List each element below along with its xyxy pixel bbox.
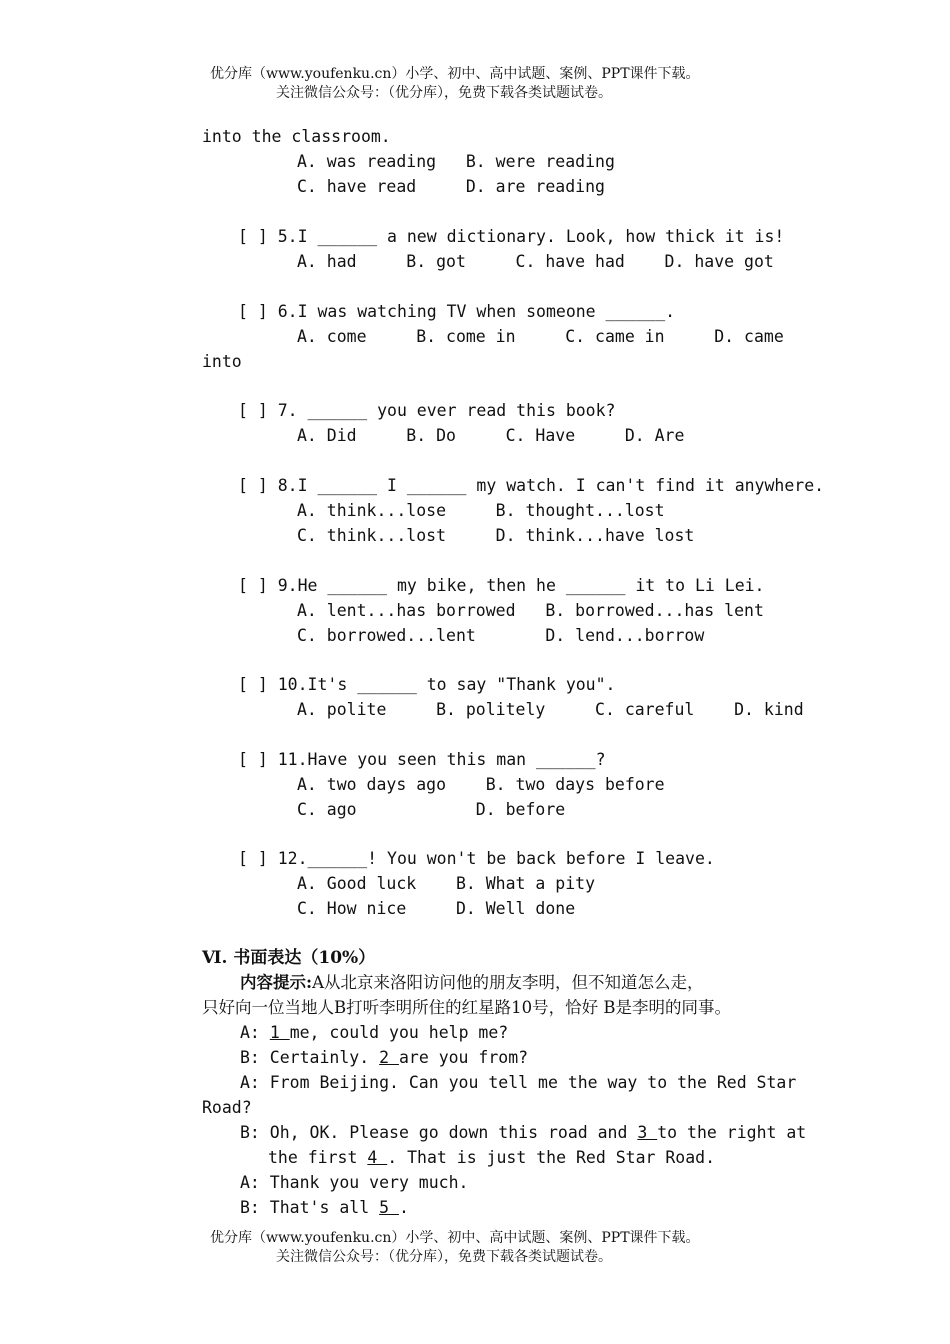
dialogue-line-7: B: That's all 5 .	[240, 1198, 409, 1217]
dialogue-line-6: A: Thank you very much.	[240, 1173, 469, 1192]
blank-4: 4	[367, 1148, 388, 1167]
q9-options-row1: A. lent...has borrowed B. borrowed...has lent	[297, 601, 764, 620]
dialogue-line-3: A: From Beijing. Can you tell me the way to the Red Star	[240, 1073, 797, 1092]
section-6-hint	[240, 973, 704, 993]
header-line-1: 优分库（www.youfenku.cn）小学、初中、高中试题、案例、PPT课件下载。	[210, 66, 700, 82]
blank-3: 3	[637, 1123, 658, 1142]
dialogue-line-1: A: 1 me, could you help me?	[240, 1023, 509, 1042]
q7-stem: [ ] 7. ______ you ever read this book?	[238, 401, 616, 420]
q9-options-row2: C. borrowed...lent D. lend...borrow	[297, 626, 705, 645]
q4-options-row1: A. was reading B. were reading	[297, 152, 615, 171]
q12-stem: [ ] 12.______! You won't be back before I leave.	[238, 849, 715, 868]
q11-options-row1: A. two days ago B. two days before	[297, 775, 665, 794]
q4-options-row2: C. have read D. are reading	[297, 177, 605, 196]
footer-line-2: 关注微信公众号：（优分库），免费下载各类试题试卷。	[276, 1249, 612, 1265]
q8-options-row1: A. think...lose B. thought...lost	[297, 501, 665, 520]
q5-stem: [ ] 5.I ______ a new dictionary. Look, how thick it is!	[238, 227, 785, 246]
blank-1: 1	[269, 1023, 290, 1042]
section-6-title: Ⅵ. 书面表达（10%）	[202, 948, 376, 968]
q10-options: A. polite B. politely C. careful D. kind	[297, 700, 804, 719]
header-line-2: 关注微信公众号：（优分库），免费下载各类试题试卷。	[276, 85, 612, 101]
q8-stem: [ ] 8.I ______ I ______ my watch. I can't find it anywhere.	[238, 476, 825, 495]
q11-stem: [ ] 11.Have you seen this man ______?	[238, 750, 606, 769]
dialogue-line-2: B: Certainly. 2 are you from?	[240, 1048, 529, 1067]
q7-options: A. Did B. Do C. Have D. Are	[297, 426, 685, 445]
blank-2: 2	[379, 1048, 399, 1067]
q6-options: A. come B. come in C. came in D. came	[297, 327, 784, 346]
q12-options-row2: C. How nice D. Well done	[297, 899, 576, 918]
dialogue-line-4: B: Oh, OK. Please go down this road and 3 to the right at	[240, 1123, 807, 1142]
q12-options-row1: A. Good luck B. What a pity	[297, 874, 596, 893]
dialogue-line-5: the first 4 . That is just the Red Star Road.	[268, 1148, 716, 1167]
q10-stem: [ ] 10.It's ______ to say "Thank you".	[238, 675, 616, 694]
section-6-hint-line2: 只好向一位当地人B打听李明所住的红星路10号，恰好 B是李明的同事。	[202, 998, 731, 1017]
q11-options-row2: C. ago D. before	[297, 800, 566, 819]
hint-label: 内容提示:	[240, 973, 313, 992]
q6-option-wrap: into	[202, 352, 242, 371]
q9-stem: [ ] 9.He ______ my bike, then he ______ it to Li Lei.	[238, 576, 765, 595]
q5-options: A. had B. got C. have had D. have got	[297, 252, 774, 271]
dialogue-line-3-wrap: Road?	[202, 1098, 252, 1117]
q8-options-row2: C. think...lost D. think...have lost	[297, 526, 695, 545]
blank-5: 5	[379, 1198, 399, 1217]
footer-line-1: 优分库（www.youfenku.cn）小学、初中、高中试题、案例、PPT课件下载。	[210, 1230, 700, 1246]
q6-stem: [ ] 6.I was watching TV when someone ______.	[238, 302, 676, 321]
q4-tail: into the classroom.	[202, 127, 391, 146]
hint-text: A从北京来洛阳访问他的朋友李明，但不知道怎么走，	[312, 973, 704, 992]
